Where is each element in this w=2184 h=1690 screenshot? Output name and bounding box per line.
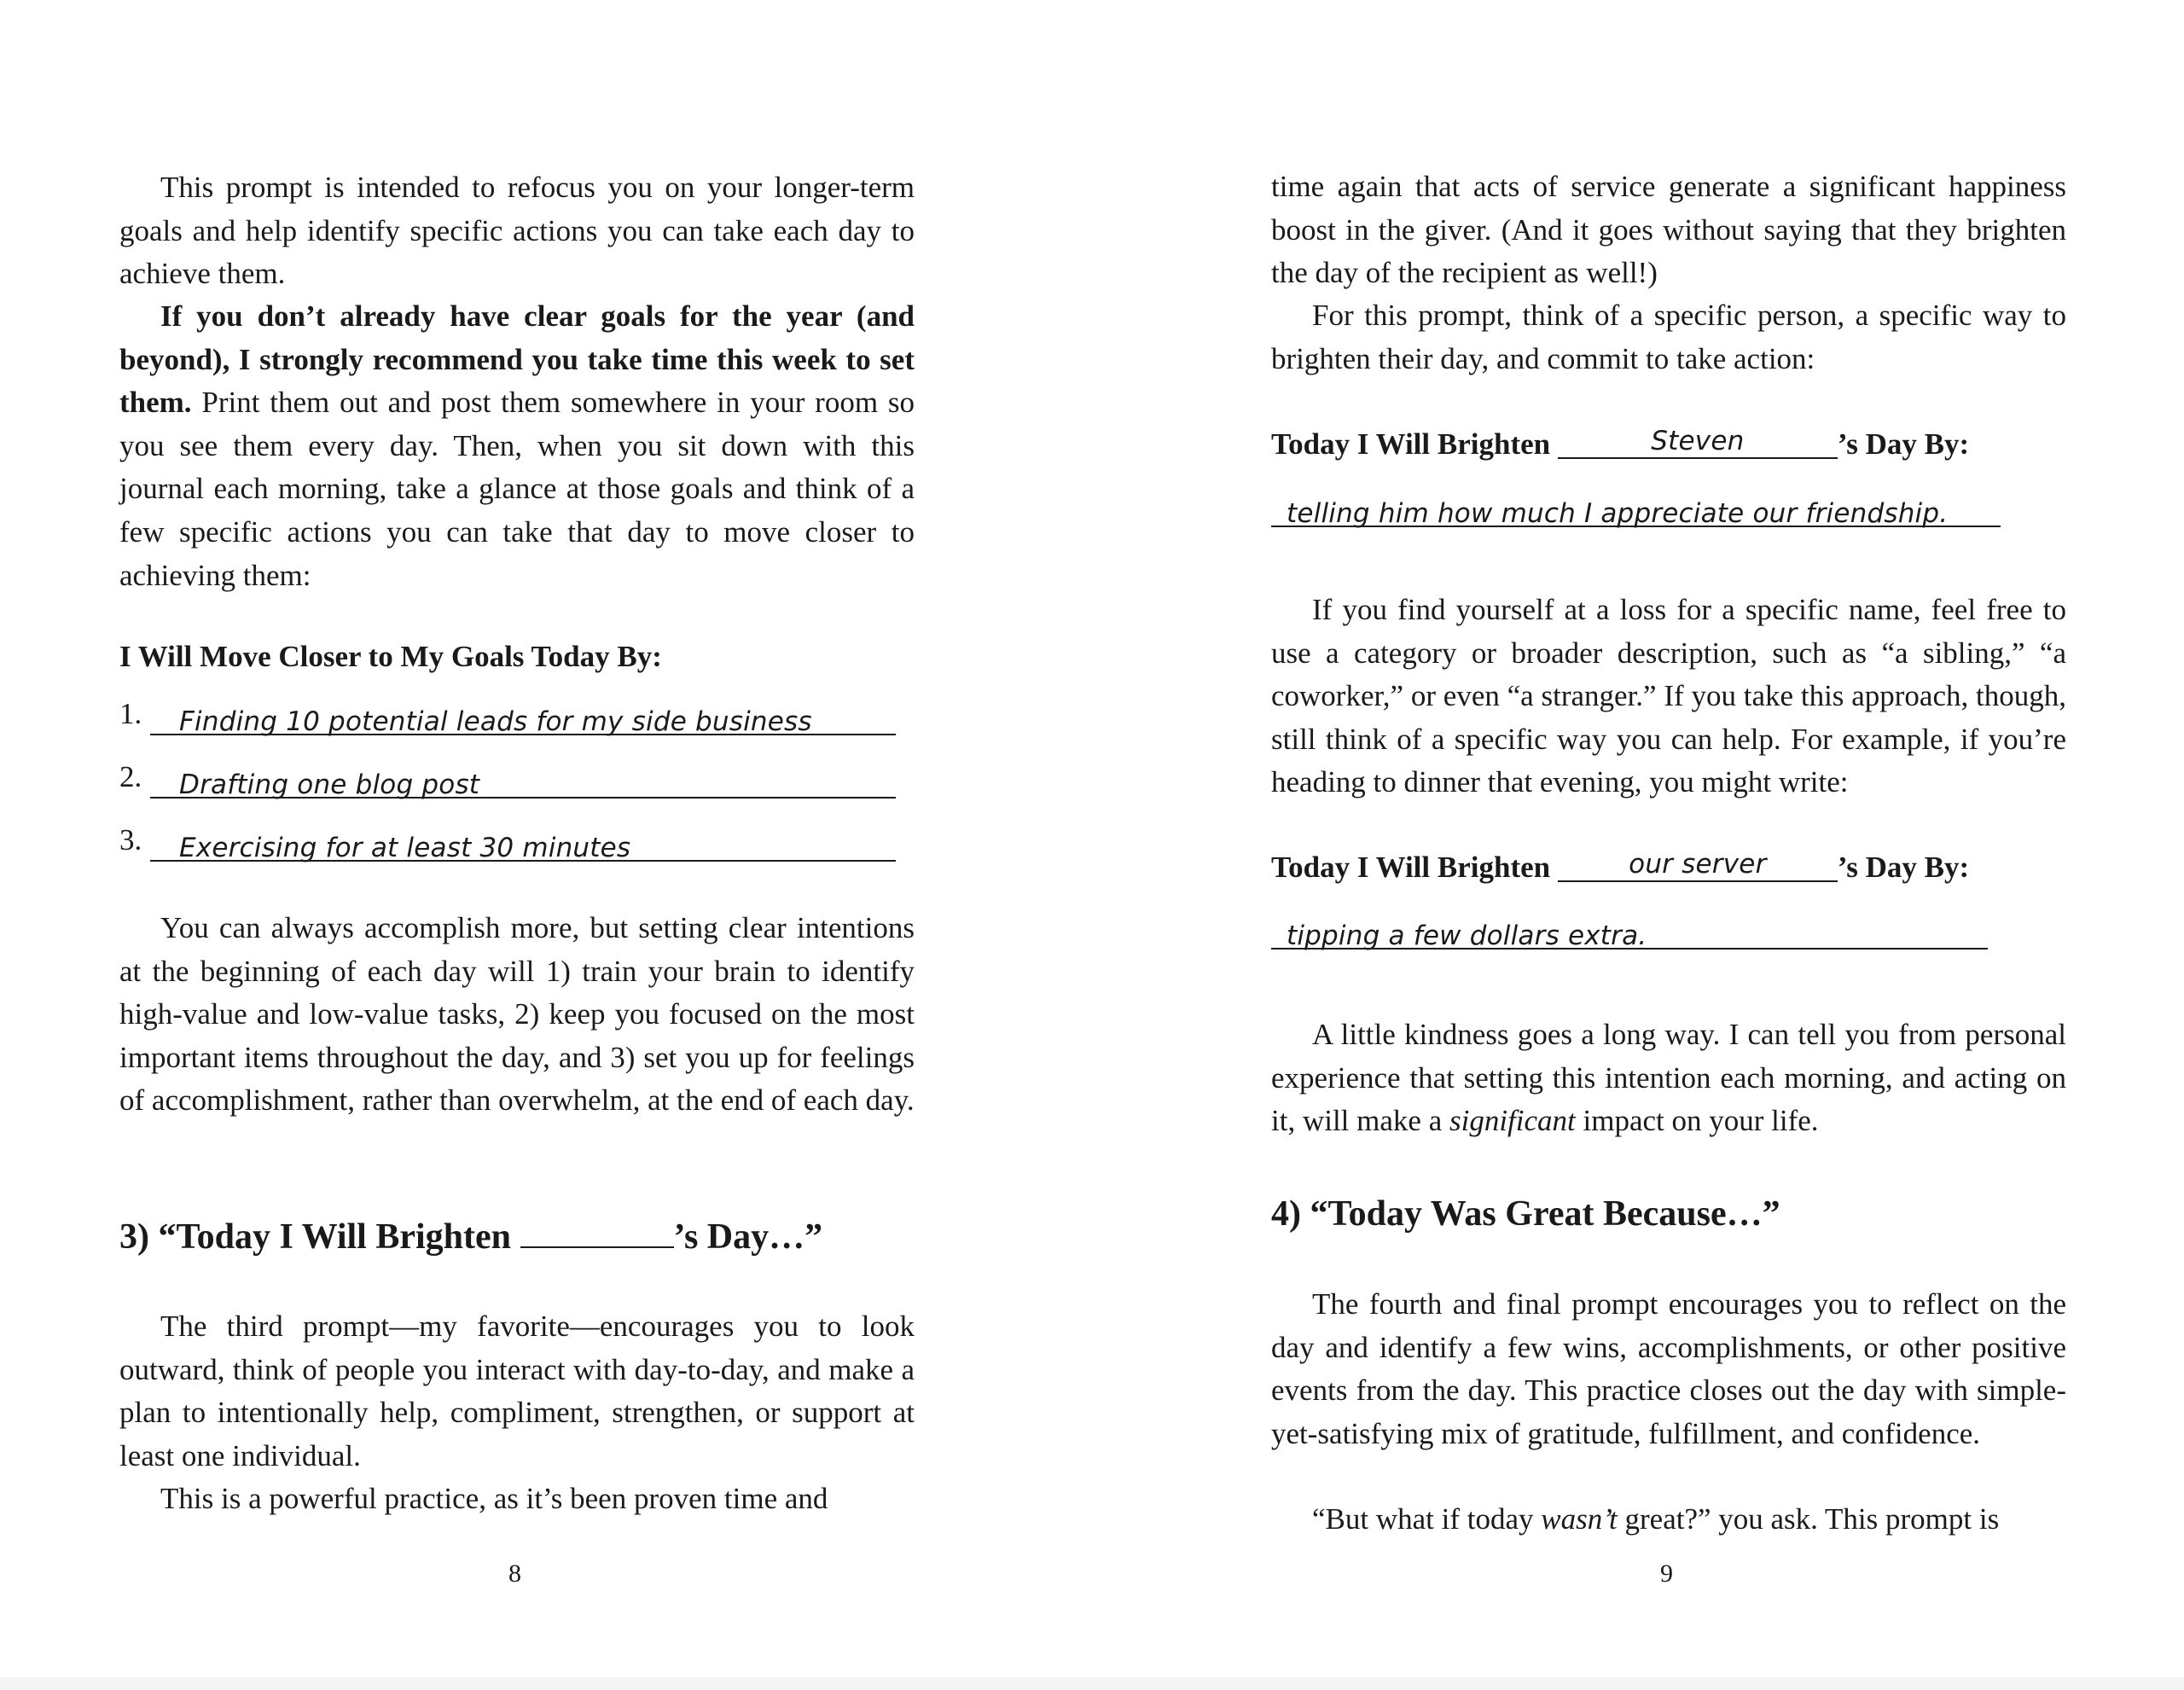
page-number-left: 8 [508, 1559, 521, 1588]
left-page [119, 0, 915, 1690]
goal-line-3[interactable]: 3. Exercising for at least 30 minutes [119, 819, 896, 862]
page-number-right: 9 [1660, 1559, 1673, 1588]
heading-blank [520, 1216, 674, 1248]
goals-advice-paragraph: If you don’t already have clear goals for the year (and beyond), I strongly recommend you take time this week to set them. Print them out and post them somewhere in your room so you see them every day. Then, when you sit down with this journal each morning, take a glance at those goals and think of a few specific actions you can take that day to move closer to achieving them: [119, 299, 915, 592]
example-1-name-blank[interactable] [1558, 425, 1838, 459]
category-paragraph: If you find yourself at a loss for a specific name, feel free to use a category or broader description, such as “a sibling,” “a coworker,” or even “a stranger.” If you take this approach, though, still think of a specific way you can help. For example, if you’re heading to dinner that evening, you might write: [1271, 593, 2066, 799]
third-prompt-paragraph: The third prompt—my favorite—encourages you to look outward, think of people you interact with day-to-day, and make a plan to intentionally help, compliment, strengthen, or support at least one individual. [119, 1310, 915, 1472]
example-2-name-handwriting: our server [1629, 849, 1767, 880]
right-page [1271, 0, 2066, 1690]
goal-3-handwriting: Exercising for at least 30 minutes [179, 833, 631, 863]
goals-advice-bold: If you don’t already have clear goals for the year (and beyond), I strongly recommend you take time this week to set them. [119, 299, 915, 420]
kindness-paragraph: A little kindness goes a long way. I can tell you from personal experience that setting this intention each morning, and acting on it, will make a significant impact on your life. [1271, 1018, 2066, 1138]
section-3-heading: 3) “Today I Will Brighten ’s Day…” [119, 1217, 823, 1257]
goal-line-1[interactable]: 1. Finding 10 potential leads for my side business [119, 693, 896, 735]
continued-paragraph: time again that acts of service generate a significant happiness boost in the giver. (And it goes without saying that they brighten the day of the recipient as well!) [1271, 170, 2066, 290]
fourth-prompt-paragraph: The fourth and final prompt encourages you to reflect on the day and identify a few wins, accomplishments, or other positive events from the day. This practice closes out the day with simple-yet-satisfying mix of gratitude, fulfillment, and confidence. [1271, 1287, 2066, 1450]
example-1-answer-handwriting: telling him how much I appreciate our friendship. [1287, 498, 1949, 529]
intro-paragraph: This prompt is intended to refocus you on your longer-term goals and help identify specific actions you can take each day to achieve them. [119, 171, 915, 291]
example-1-answer-line[interactable] [1271, 485, 2001, 527]
example-1-name-handwriting: Steven [1651, 426, 1745, 456]
goal-1-handwriting: Finding 10 potential leads for my side business [179, 706, 812, 737]
goal-line-2[interactable]: 2. Drafting one blog post [119, 756, 896, 799]
example-2-answer-line[interactable] [1271, 907, 1988, 950]
goals-label: I Will Move Closer to My Goals Today By: [119, 640, 662, 673]
goal-2-handwriting: Drafting one blog post [179, 770, 480, 800]
prompt-instruction-paragraph: For this prompt, think of a specific person, a specific way to brighten their day, and commit to take action: [1271, 299, 2066, 375]
bottom-edge [0, 1677, 2184, 1690]
example-1-label: Today I Will Brighten Steven ’s Day By: [1271, 423, 1969, 466]
powerful-practice-paragraph: This is a powerful practice, as it’s been proven time and [160, 1482, 828, 1515]
wasnt-great-paragraph: “But what if today wasn’t great?” you ask. This prompt is [1312, 1502, 2000, 1536]
example-2-name-blank[interactable] [1558, 848, 1838, 882]
example-2-answer-handwriting: tipping a few dollars extra. [1287, 920, 1647, 951]
accomplish-paragraph: You can always accomplish more, but setting clear intentions at the beginning of each day will 1) train your brain to identify high-value and low-value tasks, 2) keep you focused on the most important items throughout the day, and 3) set you up for feelings of accomplishment, rather than overwhelm, at the end of each day. [119, 911, 915, 1118]
example-2-label: Today I Will Brighten our server ’s Day By: [1271, 846, 1969, 889]
section-4-heading: 4) “Today Was Great Because…” [1271, 1194, 1780, 1234]
